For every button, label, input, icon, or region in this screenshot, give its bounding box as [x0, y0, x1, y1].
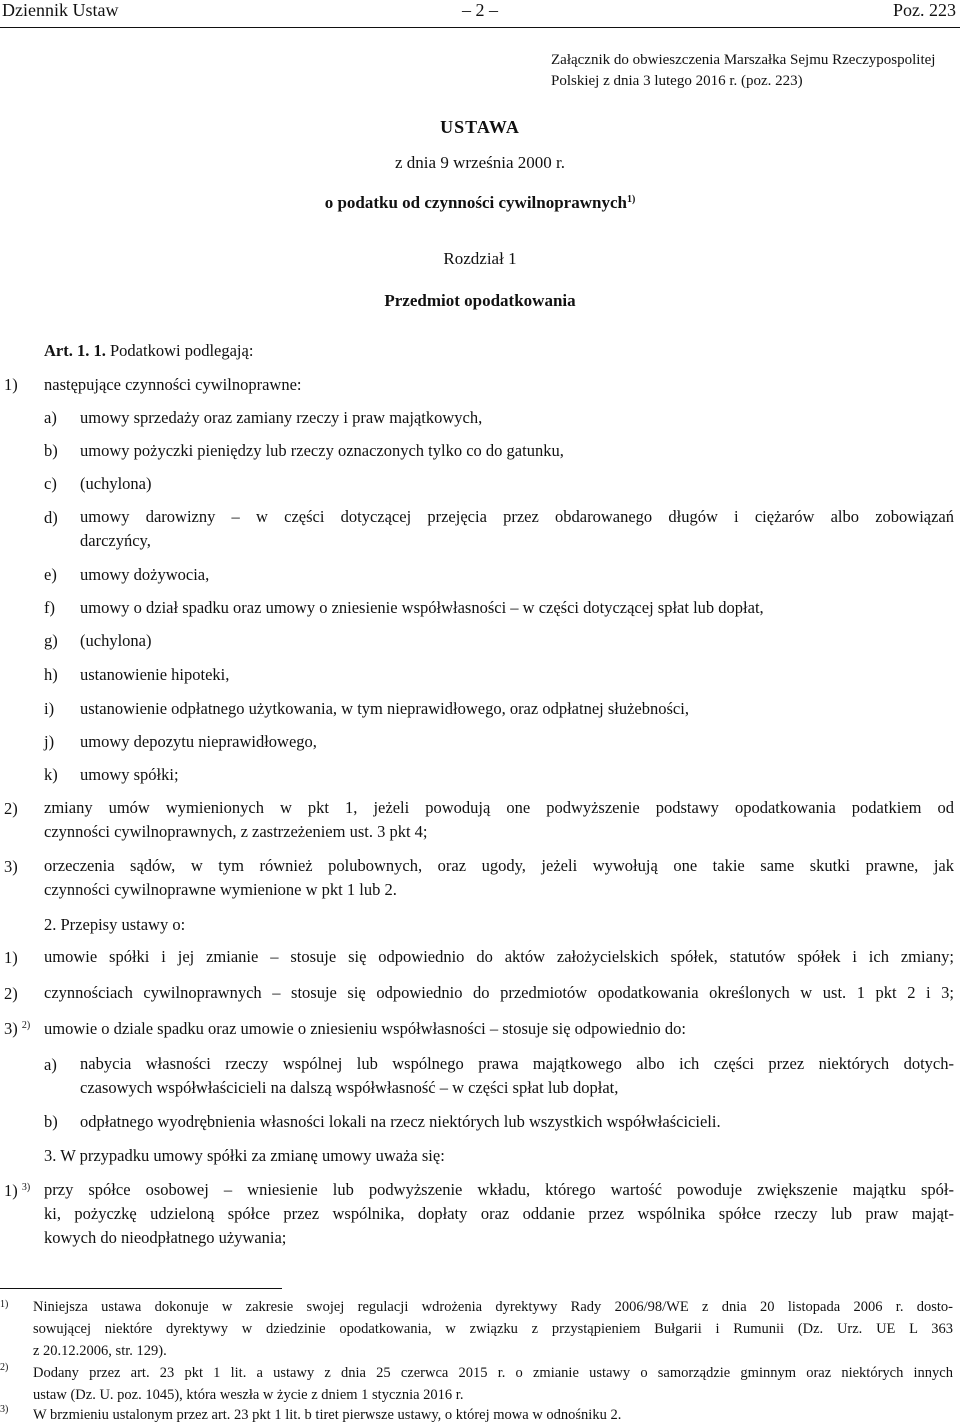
position-number: Poz. 223: [893, 0, 956, 20]
footnote-1-line-3: z 20.12.2006, str. 129).: [33, 1343, 167, 1359]
item-f-label: f): [44, 598, 55, 617]
annex-line-2: Polskiej z dnia 3 lutego 2016 r. (poz. 223): [551, 73, 803, 89]
article-intro: Podatkowi podlegają:: [109, 341, 254, 360]
point-2-line-2: czynności cywilnoprawnych, z zastrzeżeniem ust. 3 pkt 4;: [44, 822, 428, 841]
ust2-item-a-label: a): [44, 1055, 57, 1074]
footnote-2-line-1: Dodany przez art. 23 pkt 1 lit. a ustawy z dnia 25 czerwca 2015 r. o zmianie ustawy o samorządzie gminnym oraz niektórych innych: [33, 1365, 953, 1381]
footnote-2-number: 2): [0, 1362, 9, 1373]
journal-name: Dziennik Ustaw: [2, 0, 119, 20]
item-d-line-1: umowy darowizny – w części dotyczącej przejęcia przez obdarowanego długów i ciężarów albo zobowiązań: [80, 507, 954, 526]
item-a-label: a): [44, 408, 57, 427]
item-g-label: g): [44, 631, 58, 650]
item-e-label: e): [44, 565, 57, 584]
ust2-item-b-text: odpłatnego wyodrębnienia własności lokali na rzecz niektórych lub wszystkich współwłaścicieli.: [80, 1112, 721, 1131]
item-i-text: ustanowienie odpłatnego użytkowania, w tym nieprawidłowego, oraz odpłatnej służebności,: [80, 699, 689, 718]
footnote-ref-3: 3): [21, 1182, 31, 1193]
item-i-label: i): [44, 699, 55, 718]
item-f-text: umowy o dział spadku oraz umowy o zniesienie współwłasności – w części dotyczącej spłat lub dopłat,: [80, 598, 764, 617]
footnote-ref-1: 1): [626, 194, 636, 205]
item-h-text: ustanowienie hipoteki,: [80, 665, 230, 684]
chapter-title: Przedmiot opodatkowania: [384, 291, 576, 310]
item-b-label: b): [44, 441, 58, 460]
item-c-text: (uchylona): [80, 474, 152, 493]
footnote-1-line-1: Niniejsza ustawa dokonuje w zakresie swojej regulacji wdrożenia dyrektywy Rady 2006/98/WE z dnia 20 listopada 2006 r. dosto-: [33, 1299, 953, 1315]
item-d-label: d): [44, 508, 58, 527]
item-c-label: c): [44, 474, 57, 493]
footnote-2-line-2: ustaw (Dz. U. poz. 1045), która weszła w życie z dniem 1 stycznia 2016 r.: [33, 1387, 464, 1403]
item-j-text: umowy depozytu nieprawidłowego,: [80, 732, 317, 751]
point-3-label: 3): [4, 857, 18, 876]
ust2-point-3-text: umowie o dziale spadku oraz umowie o zniesieniu współwłasności – stosuje się odpowiednio do:: [44, 1019, 687, 1038]
ust2-point-2-text: czynnościach cywilnoprawnych – stosuje się odpowiednio do przedmiotów opodatkowania określonych w ust. 1 pkt 2 i 3;: [44, 983, 954, 1002]
item-k-text: umowy spółki;: [80, 765, 179, 784]
point-1-label: 1): [4, 375, 18, 394]
paragraph-3-heading: 3. W przypadku umowy spółki za zmianę umowy uważa się:: [44, 1146, 445, 1165]
item-g-text: (uchylona): [80, 631, 152, 650]
ust2-point-1-text: umowie spółki i jej zmianie – stosuje się odpowiednio do aktów założycielskich spółek, statutów spółek i ich zmiany;: [44, 947, 954, 966]
paragraph-2-heading: 2. Przepisy ustawy o:: [44, 915, 186, 934]
ust2-point-3-label: 3) $^{2)}$: [4, 1019, 31, 1038]
item-e-text: umowy dożywocia,: [80, 565, 210, 584]
ust2-item-a-line-1: nabycia własności rzeczy wspólnej lub wspólnego prawa majątkowego albo ich części przez niektórych dotych-: [80, 1054, 954, 1073]
item-d-line-2: darczyńcy,: [80, 531, 151, 550]
ust3-point-1-label: 1) $^{3)}$: [4, 1181, 31, 1200]
footnote-rule: [0, 1288, 282, 1289]
item-b-text: umowy pożyczki pieniędzy lub rzeczy oznaczonych tylko co do gatunku,: [80, 441, 564, 460]
item-j-label: j): [44, 732, 55, 751]
footnote-3-line-1: W brzmieniu ustalonym przez art. 23 pkt 1 lit. b tiret pierwsze ustawy, o której mowa w odnośniku 2.: [33, 1407, 622, 1423]
item-k-label: k): [44, 765, 58, 784]
footnote-1-line-2: sowującej niektóre dyrektywy w dziedzinie opodatkowania, w związku z przystąpieniem Bułgarii i Rumunii (Dz. Urz. UE L 363: [33, 1321, 953, 1337]
header-rule: [0, 27, 960, 28]
act-type: USTAWA: [440, 117, 520, 137]
footnote-3-number: 3): [0, 1404, 9, 1415]
item-a-text: umowy sprzedaży oraz zamiany rzeczy i praw majątkowych,: [80, 408, 483, 427]
ust2-item-a-line-2: czasowych współwłaścicieli na dalszą współwłasność – w części spłat lub dopłat,: [80, 1078, 619, 1097]
point-3-line-1: orzeczenia sądów, w tym również polubownych, oraz ugody, jeżeli wywołują one takie same skutki prawne, jak: [44, 856, 954, 875]
ust3-point-1-line-2: ki, pożyczkę udzieloną spółce przez wspólnika, dopłaty oraz oddanie przez wspólnika spółce rzeczy lub praw mająt-: [44, 1204, 954, 1223]
act-date: z dnia 9 września 2000 r.: [395, 153, 565, 172]
point-2-line-1: zmiany umów wymienionych w pkt 1, jeżeli powodują one podwyższenie podstawy opodatkowania podatkiem od: [44, 798, 954, 817]
act-subject: o podatku od czynności cywilnoprawnych$^{1)}$: [324, 193, 636, 212]
point-1-text: następujące czynności cywilnoprawne:: [44, 375, 302, 394]
article-1-paragraph-1: [44, 341, 253, 361]
footnote-ref-2: 2): [21, 1020, 31, 1031]
point-2-label: 2): [4, 799, 18, 818]
item-h-label: h): [44, 665, 58, 684]
page-number: – 2 –: [462, 0, 498, 20]
annex-line-1: Załącznik do obwieszczenia Marszałka Sejmu Rzeczypospolitej: [551, 52, 936, 68]
point-3-line-2: czynności cywilnoprawne wymienione w pkt 1 lub 2.: [44, 880, 397, 899]
chapter-number: Rozdział 1: [443, 249, 517, 268]
ust2-point-1-label: 1): [4, 948, 18, 967]
ust2-item-b-label: b): [44, 1112, 58, 1131]
article-heading: Art. 1. 1.: [44, 341, 106, 360]
footnote-1-number: 1): [0, 1299, 9, 1310]
ust3-point-1-line-3: kowych do nieodpłatnego używania;: [44, 1228, 287, 1247]
ust3-point-1-line-1: przy spółce osobowej – wniesienie lub podwyższenie wkładu, którego wartość powoduje zwiększenie majątku spół-: [44, 1180, 954, 1199]
ust2-point-2-label: 2): [4, 984, 18, 1003]
